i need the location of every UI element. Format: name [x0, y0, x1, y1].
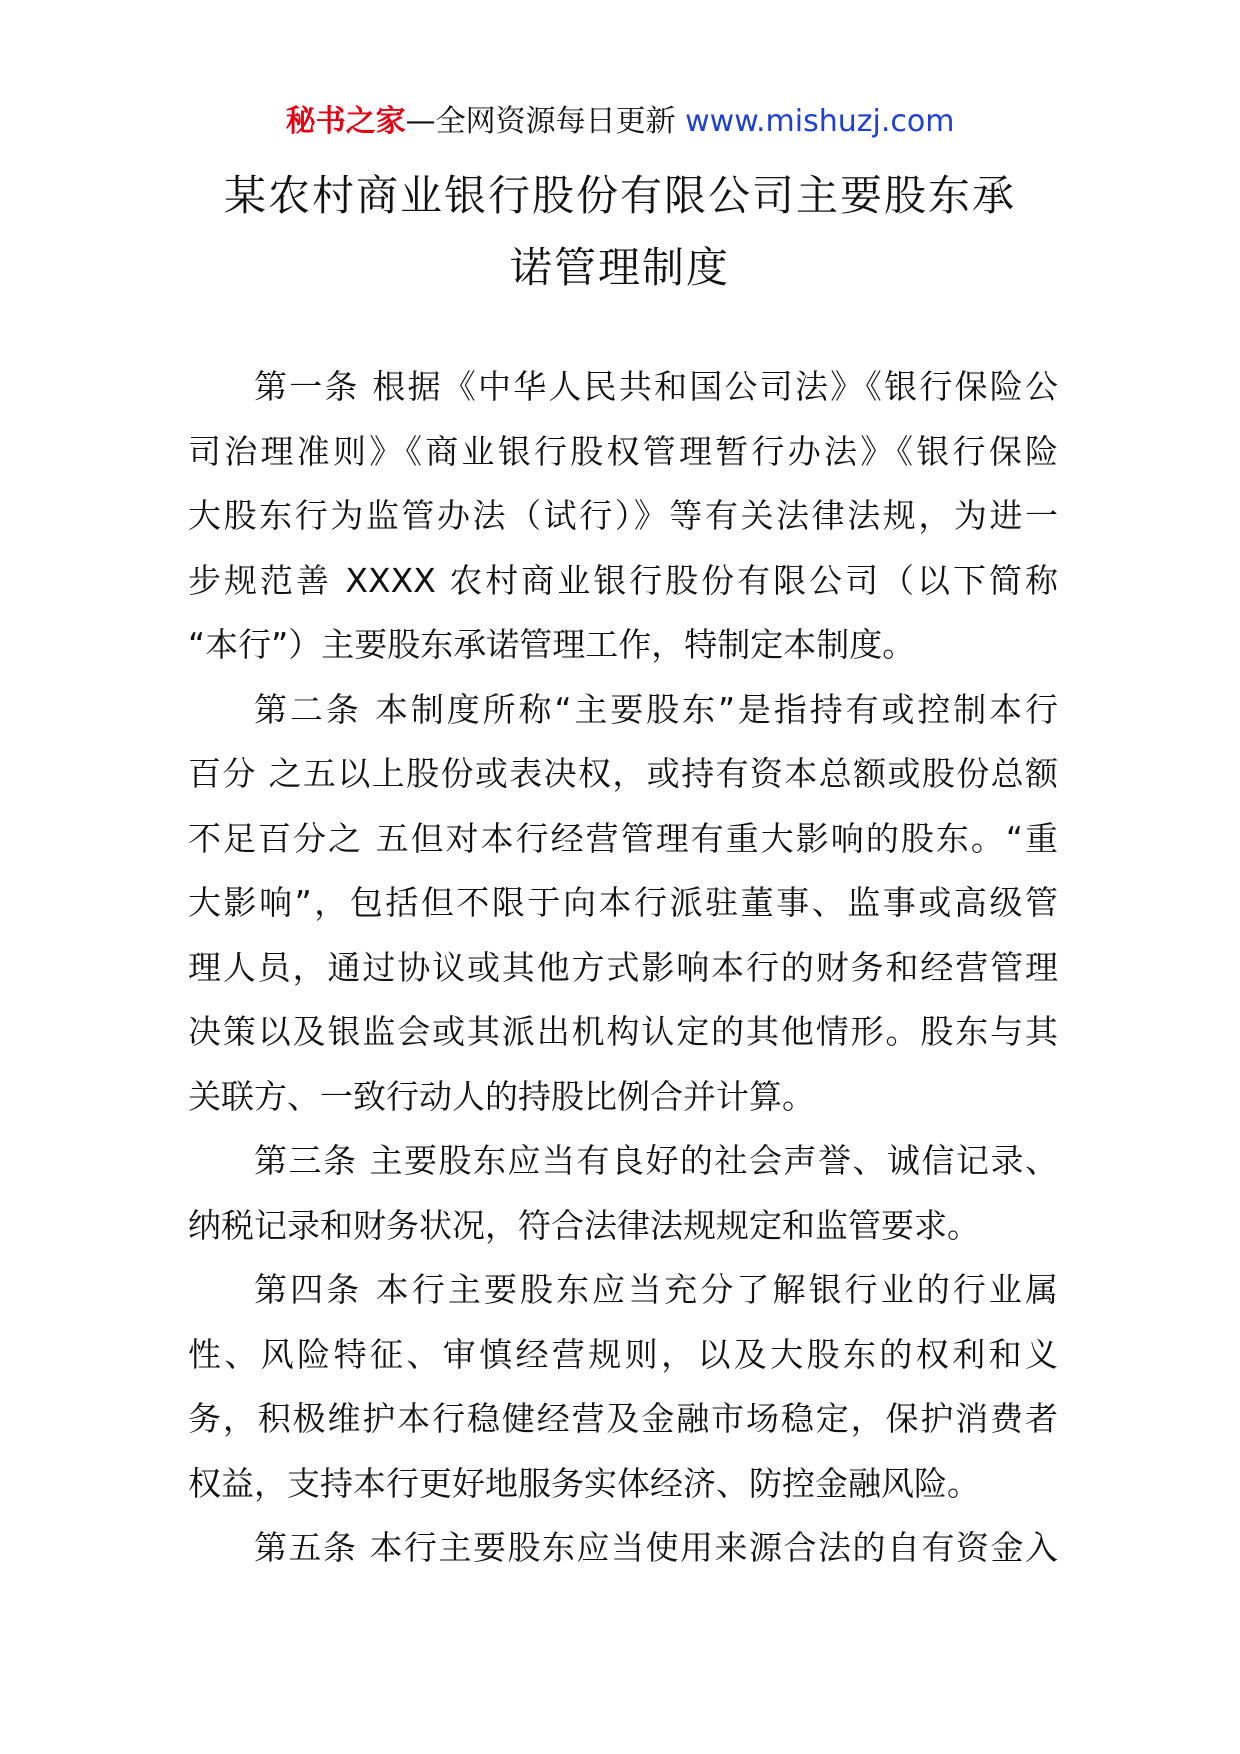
body-line: 百分 之五以上股份或表决权，或持有资本总额或股份总额: [188, 754, 1058, 793]
brand-name: 秘书之家: [285, 104, 406, 139]
body-line: 步规范善 XXXX 农村商业银行股份有限公司（以下简称: [188, 560, 1058, 600]
title-line-1: 某农村商业银行股份有限公司主要股东承: [223, 171, 1016, 220]
body-line: 第四条 本行主要股东应当充分了解银行业的行业属: [254, 1270, 1058, 1309]
body-line: 第五条 本行主要股东应当使用来源合法的自有资金入: [254, 1528, 1058, 1567]
body-line: 性、风险特征、审慎经营规则，以及大股东的权利和义: [188, 1334, 1058, 1374]
body-line: 纳税记录和财务状况，符合法律法规规定和监管要求。: [188, 1205, 980, 1245]
body-line: 第三条 主要股东应当有良好的社会声誉、诚信记录、: [254, 1141, 1058, 1180]
site-url-link[interactable]: www.mishuzj.com: [685, 104, 955, 139]
body-line: 理人员，通过协议或其他方式影响本行的财务和经营管理: [188, 947, 1058, 987]
body-line: 决策以及银监会或其派出机构认定的其他情形。股东与其: [188, 1012, 1058, 1051]
body-line: 第一条 根据《中华人民共和国公司法》《银行保险公: [254, 367, 1058, 406]
body-line: 不足百分之 五但对本行经营管理有重大影响的股东。“重: [188, 818, 1058, 858]
body-line: “本行”）主要股东承诺管理工作，特制定本制度。: [188, 625, 916, 664]
document-body: [188, 355, 1058, 1581]
body-line: 第二条 本制度所称“主要股东”是指持有或控制本行: [254, 689, 1058, 729]
body-line: 务，积极维护本行稳健经营及金融市场稳定，保护消费者: [188, 1399, 1058, 1438]
title-line-2: 诺管理制度: [509, 243, 730, 292]
body-line: 关联方、一致行动人的持股比例合并计算。: [188, 1076, 815, 1116]
body-line: 司治理准则》《商业银行股权管理暂行办法》《银行保险: [188, 431, 1058, 471]
body-line: 权益，支持本行更好地服务实体经济、防控金融风险。: [188, 1463, 980, 1503]
site-header: [0, 100, 1240, 144]
body-line: 大股东行为监管办法（试行）》等有关法律法规，为进一: [188, 496, 1058, 535]
header-slogan: —全网资源每日更新: [405, 104, 686, 139]
body-line: 大影响”，包括但不限于向本行派驻董事、监事或高级管: [188, 883, 1058, 922]
document-title: [160, 160, 1080, 304]
